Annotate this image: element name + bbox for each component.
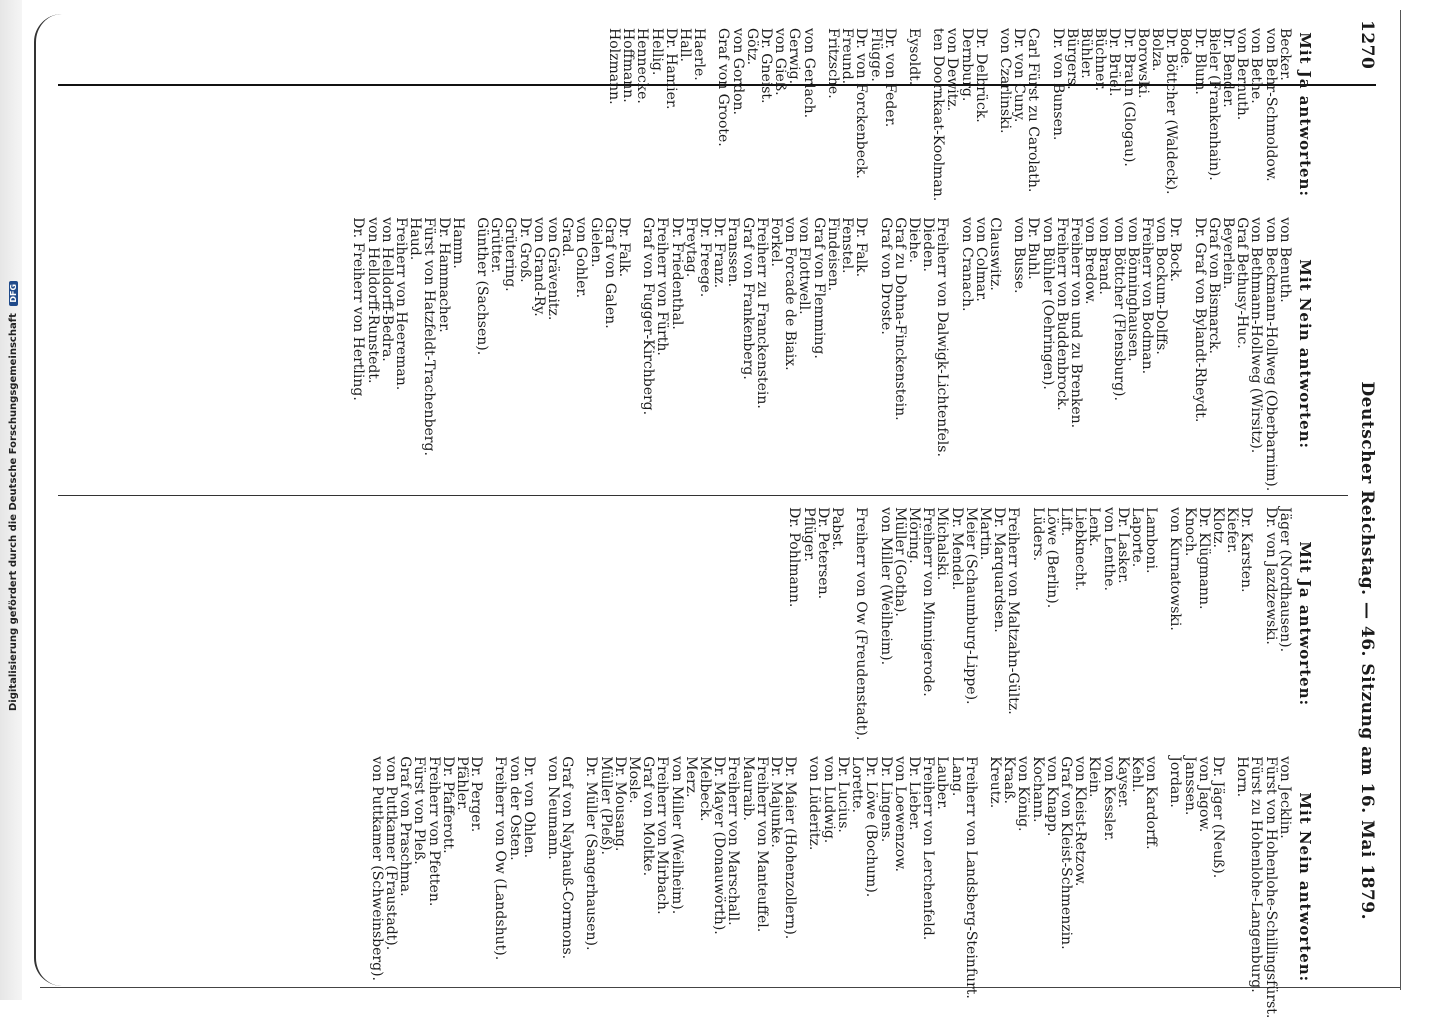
member-name: von Grand-Ry. xyxy=(530,217,547,317)
member-name: Graf Bethusy-Huc. xyxy=(1234,217,1251,349)
member-name: Dr. Mousang. xyxy=(611,756,628,852)
member-name: Clauswitz. xyxy=(986,217,1003,291)
page-number: 1270 xyxy=(1357,20,1377,70)
member-name: Freiherr von Marschall. xyxy=(725,756,742,926)
member-name: von Colmar. xyxy=(972,217,989,302)
member-name: von Neumann. xyxy=(545,756,562,860)
member-name: Dr. Friedenthal. xyxy=(668,217,685,330)
member-name: von Bühler (Oehringen). xyxy=(1039,217,1056,390)
member-name: Freiherr von Minnigerode. xyxy=(920,507,937,697)
member-name: Pfähler. xyxy=(454,756,471,811)
member-name: Michalski. xyxy=(934,507,951,581)
member-name: Freiherr von Pfetten. xyxy=(425,756,442,907)
member-name: Dr. Lingens. xyxy=(877,756,894,843)
member-name: Freund. xyxy=(839,28,856,85)
member-name: Freiherr von Heereman. xyxy=(393,217,410,391)
member-name: Graf von Praschma. xyxy=(397,756,414,897)
member-name: Freiherr von Dalwigk-Lichtenfels. xyxy=(934,217,951,457)
member-name: Franssen. xyxy=(725,217,742,288)
member-name: von Dewitz. xyxy=(944,28,961,112)
member-name: Bürgers. xyxy=(1063,28,1080,90)
member-name: Dr. Marquardsen. xyxy=(991,507,1008,633)
member-name: von Bredow. xyxy=(1082,217,1099,305)
group-gap xyxy=(1040,28,1050,201)
member-name: Dr. Lucius. xyxy=(834,756,851,833)
member-name: Freiherr von Mirbach. xyxy=(654,756,671,915)
member-name: Müller (Pleß). xyxy=(597,756,614,855)
member-name: Dr. Pfafferott. xyxy=(439,756,456,854)
member-name: Fürst von Hohenlohe-Schillingsfürst. xyxy=(1262,756,1279,1019)
member-name: Beyerlein. xyxy=(1219,217,1236,290)
member-name: Dr. Perger. xyxy=(468,756,485,833)
member-name: Knoch. xyxy=(1181,507,1198,557)
member-name: Klein. xyxy=(1086,756,1103,798)
group-gap xyxy=(949,217,959,491)
member-name: Graf von Flemming. xyxy=(810,217,827,359)
member-name: Götz. xyxy=(743,28,760,66)
name-list xyxy=(787,507,1292,740)
member-name: Löwe (Berlin). xyxy=(1043,507,1060,609)
member-name: Dr. Karsten. xyxy=(1238,507,1255,593)
member-name: Freiherr von Landsberg-Steinfurt. xyxy=(962,756,979,999)
member-name: Lenk. xyxy=(1086,507,1103,547)
member-name: Kayser. xyxy=(1114,756,1131,809)
member-name: von Flottwell. xyxy=(796,217,813,315)
member-name: Graf von Frankenberg. xyxy=(739,217,756,380)
member-name: Fenstel. xyxy=(839,217,856,274)
member-name: von Miller (Weilheim). xyxy=(668,756,685,915)
group-gap xyxy=(1020,507,1030,740)
member-name: Fürst zu Hohenlohe-Langenburg. xyxy=(1248,756,1265,993)
member-name: Freiherr von Lerchenfeld. xyxy=(920,756,937,941)
member-name: Kreutz. xyxy=(986,756,1003,809)
member-name: Bieler (Frankenhain). xyxy=(1205,28,1222,181)
member-name: Graf von Nayhauß-Cormons. xyxy=(559,756,576,960)
member-name: von Bönninghausen. xyxy=(1124,217,1141,362)
member-name: Dr. Falk. xyxy=(853,217,870,278)
column-heading: Mit Ja antworten: xyxy=(1296,32,1314,197)
name-list xyxy=(351,217,1292,491)
member-name: Dr. Klügmann. xyxy=(1195,507,1212,610)
name-list xyxy=(607,28,1292,201)
member-name: Dr. Pohlmann. xyxy=(786,507,803,608)
member-name: Mauraib. xyxy=(739,756,756,821)
member-name: Merz. xyxy=(682,756,699,798)
member-name: Carl Fürst zu Carolath. xyxy=(1025,28,1042,193)
member-name: Graf von Galen. xyxy=(601,217,618,329)
page-title: Deutscher Reichstag. — 46. Sitzung am 16. Mai 1879. xyxy=(1357,381,1377,920)
member-name: Grütter. xyxy=(488,217,505,274)
member-name: Dr. Müller (Sangerhausen). xyxy=(583,756,600,951)
member-name: von Gohler. xyxy=(573,217,590,299)
member-name: Liebknecht. xyxy=(1072,507,1089,591)
member-name: Kehl. xyxy=(1128,756,1145,793)
member-name: Janssen. xyxy=(1181,756,1198,816)
member-name: Dr. Graf von Bylandt-Rheydt. xyxy=(1191,217,1208,423)
member-name: Graf von Droste. xyxy=(877,217,894,335)
member-name: Dr. Hamier. xyxy=(662,28,679,110)
member-name: Laporte. xyxy=(1128,507,1145,568)
member-name: von Kardorff. xyxy=(1143,756,1160,850)
member-name: Dr. Groß. xyxy=(516,217,533,283)
member-name: von Ludwig. xyxy=(820,756,837,844)
member-name: von Puttkamer (Fraustadt). xyxy=(383,756,400,951)
member-name: Dr. Mendel. xyxy=(948,507,965,591)
page-edge-left xyxy=(34,14,62,986)
member-name: von Böttcher (Flensburg). xyxy=(1110,217,1127,401)
member-name: Becker. xyxy=(1276,28,1293,81)
member-name: Diehe. xyxy=(905,217,922,263)
group-gap xyxy=(868,507,878,740)
member-name: Dr. Blum. xyxy=(1191,28,1208,95)
member-name: von Helldorff-Runstedt. xyxy=(364,217,381,384)
member-name: Dr. von Cuny. xyxy=(1011,28,1028,123)
member-name: Lüders. xyxy=(1029,507,1046,562)
member-name: von Jagow. xyxy=(1195,756,1212,833)
member-name: Dr. Lieber. xyxy=(905,756,922,831)
member-name: Pabst. xyxy=(829,507,846,551)
member-name: Fürst von Pleß. xyxy=(411,756,428,865)
member-name: Dr. Lasker. xyxy=(1114,507,1131,584)
page-edge-right xyxy=(1400,10,1401,990)
member-name: Freiherr von Manteuffel. xyxy=(753,756,770,933)
member-name: Dr. Bender. xyxy=(1219,28,1236,108)
page-header xyxy=(1352,20,1382,920)
member-name: Gerwig. xyxy=(786,28,803,85)
member-name: von Loewenzow. xyxy=(891,756,908,872)
member-name: von Miller (Weilheim). xyxy=(877,507,894,666)
member-name: Dr. Braun (Glogau). xyxy=(1120,28,1137,167)
member-name: Lauber. xyxy=(934,756,951,810)
member-name: Haud. xyxy=(407,217,424,261)
member-name: von Czarlinski. xyxy=(996,28,1013,134)
member-name: Graf von Groote. xyxy=(715,28,732,147)
member-name: Freiherr zu Franckenstein. xyxy=(753,217,770,409)
member-name: Holzmann. xyxy=(606,28,623,105)
member-name: Lamboni. xyxy=(1143,507,1160,574)
member-name: von Gieß. xyxy=(772,28,789,96)
dfg-logo: DFG xyxy=(9,281,18,306)
member-name: Dr. Löwe (Bochum). xyxy=(863,756,880,898)
member-name: Graf von Fugger-Kirchberg. xyxy=(640,217,657,416)
member-name: Borowski. xyxy=(1134,28,1151,99)
member-name: von Kleist-Retzow. xyxy=(1072,756,1089,887)
member-name: von König. xyxy=(1015,756,1032,832)
member-name: von Kessler. xyxy=(1100,756,1117,842)
member-name: Kraaß. xyxy=(1001,756,1018,804)
credit-text: Digitalisierung gefördert durch die Deutsche Forschungsgemeinschaft xyxy=(8,313,19,712)
member-name: von Lenthe. xyxy=(1100,507,1117,591)
name-list xyxy=(370,756,1292,1018)
member-name: Kochann. xyxy=(1029,756,1046,823)
member-name: Dr. Gneist. xyxy=(758,28,775,104)
member-name: Müller (Gotha). xyxy=(891,507,908,617)
member-name: Fürst von Hatzfeldt-Trachenberg. xyxy=(421,217,438,456)
member-name: Bode. xyxy=(1177,28,1194,69)
member-name: von Behr-Schmoldow. xyxy=(1262,28,1279,182)
column-1 xyxy=(72,20,1312,209)
member-name: Haerle. xyxy=(691,28,708,81)
member-name: Hoffmann. xyxy=(620,28,637,103)
group-gap xyxy=(1253,507,1263,740)
member-name: Jordan. xyxy=(1167,756,1184,808)
member-name: von Benuth. xyxy=(1276,217,1293,303)
member-name: Dr. von Feder. xyxy=(881,28,898,128)
member-name: Dr. Brüel. xyxy=(1106,28,1123,97)
member-name: Graf zu Dohna-Finckenstein. xyxy=(891,217,908,421)
member-name: Dr. Majunke. xyxy=(768,756,785,848)
member-name: von Kurnatowski. xyxy=(1167,507,1184,631)
member-name: Hennecke. xyxy=(634,28,651,104)
member-name: von Cranach. xyxy=(958,217,975,312)
member-name: Lift. xyxy=(1057,507,1074,537)
member-name: Dr. von Jazdzewski. xyxy=(1262,507,1279,645)
group-gap xyxy=(868,217,878,491)
member-name: Graf von Moltke. xyxy=(640,756,657,877)
digitization-credit xyxy=(8,0,24,996)
member-name: von Forcade de Biaix. xyxy=(782,217,799,371)
member-name: Dr. Jäger (Neuß). xyxy=(1209,756,1226,879)
member-name: Eysoldt. xyxy=(905,28,922,86)
member-name: Freiherr von Maltzahn-Gültz. xyxy=(1005,507,1022,715)
member-name: von Brand. xyxy=(1096,217,1113,295)
member-name: Bolza. xyxy=(1148,28,1165,72)
member-name: von Gordon. xyxy=(729,28,746,115)
group-gap xyxy=(1182,217,1192,491)
member-name: Dr. Bock. xyxy=(1167,217,1184,282)
member-name: Dr. Böttcher (Waldeck). xyxy=(1163,28,1180,195)
member-name: Lang. xyxy=(948,756,965,797)
member-name: Graf von Kleist-Schmenzin. xyxy=(1057,756,1074,950)
member-name: Dr. Falk. xyxy=(616,217,633,278)
member-name: von Bockum-Dolffs. xyxy=(1153,217,1170,355)
member-name: Meier (Schaumburg-Lippe). xyxy=(962,507,979,705)
member-name: von Beckmann-Hollweg (Oberbarnim). xyxy=(1262,217,1279,492)
member-name: Graf von Bismarck. xyxy=(1205,217,1222,354)
member-name: Freiherr von Ow (Landshut). xyxy=(492,756,509,961)
member-name: von der Osten. xyxy=(506,756,523,861)
member-name: Freiherr von Buddenbrock. xyxy=(1053,217,1070,411)
vote-columns xyxy=(72,20,1314,1019)
member-name: Dr. Hammacher. xyxy=(435,217,452,333)
member-name: Grütering. xyxy=(502,217,519,292)
member-name: Dr. Franz. xyxy=(711,217,728,289)
member-name: Dr. Maier (Hohenzollern). xyxy=(782,756,799,940)
member-name: Lorette. xyxy=(849,756,866,813)
member-name: Freytag. xyxy=(682,217,699,278)
member-name: von Jecklin. xyxy=(1276,756,1293,839)
member-name: Bühler. xyxy=(1077,28,1094,79)
member-name: Dr. Mayer (Donauwörth). xyxy=(711,756,728,935)
member-name: Fritzsche. xyxy=(824,28,841,99)
member-name: Freiherr von Bodman. xyxy=(1138,217,1155,375)
member-name: Findeisen. xyxy=(824,217,841,292)
member-name: Günther (Sachsen). xyxy=(474,217,491,356)
member-name: von Knapp. xyxy=(1043,756,1060,837)
member-name: Horn. xyxy=(1234,756,1251,798)
member-name: Dr. Freiherr von Hertling. xyxy=(350,217,367,401)
member-name: Freiherr von und zu Brenken. xyxy=(1067,217,1084,429)
member-name: Möring. xyxy=(905,507,922,564)
member-name: Dieden. xyxy=(920,217,937,272)
member-name: Dr. von Forckenbeck. xyxy=(853,28,870,179)
member-name: Dr. von Ohlen. xyxy=(520,756,537,859)
member-name: Dr. Delbrück. xyxy=(972,28,989,123)
member-name: Grad. xyxy=(559,217,576,257)
member-name: von Helldorff-Bedra. xyxy=(378,217,395,362)
member-name: Forkel. xyxy=(768,217,785,267)
member-name: Hamm. xyxy=(449,217,466,269)
member-name: von Bethe. xyxy=(1248,28,1265,104)
member-name: Hall. xyxy=(677,28,694,62)
member-name: Dr. Freege. xyxy=(697,217,714,298)
member-name: Jäger (Nordhausen). xyxy=(1276,507,1293,653)
member-name: Martin. xyxy=(976,507,993,561)
member-name: von Lüderitz. xyxy=(806,756,823,851)
member-name: Dr. Petersen. xyxy=(814,507,831,600)
member-name: Pflüger. xyxy=(800,507,817,562)
column-4 xyxy=(72,748,1312,1026)
member-name: von Busse. xyxy=(1011,217,1028,294)
member-name: Flügge. xyxy=(867,28,884,82)
column-heading: Mit Nein antworten: xyxy=(1296,259,1314,450)
member-name: von Gerlach. xyxy=(800,28,817,119)
column-3 xyxy=(72,499,1312,748)
column-heading: Mit Ja antworten: xyxy=(1296,541,1314,707)
member-name: ten Doornkaat-Koolman. xyxy=(930,28,947,202)
column-heading: Mit Nein antworten: xyxy=(1296,792,1314,983)
member-name: Hellig. xyxy=(648,28,665,76)
member-name: von Grävenitz. xyxy=(545,217,562,321)
member-name: Dr. Buhl. xyxy=(1025,217,1042,280)
member-name: von Bernuth. xyxy=(1234,28,1251,121)
member-name: Büchner. xyxy=(1092,28,1109,92)
column-2 xyxy=(72,209,1312,499)
member-name: von Bethmann-Hollweg (Wirsitz). xyxy=(1248,217,1265,454)
member-name: Melbeck. xyxy=(697,756,714,822)
member-name: Freiherr von Ow (Freudenstadt). xyxy=(853,507,870,741)
member-name: Kiefer. xyxy=(1224,507,1241,554)
member-name: Freiherr von Fürth. xyxy=(654,217,671,356)
member-name: von Puttkamer (Schweinsberg). xyxy=(368,756,385,981)
member-name: Dernburg. xyxy=(958,28,975,102)
document-page xyxy=(82,20,1382,1019)
member-name: Mosle. xyxy=(626,756,643,804)
member-name: Dr. von Bunsen. xyxy=(1049,28,1066,141)
member-name: Klotz. xyxy=(1209,507,1226,548)
member-name: Gielen. xyxy=(587,217,604,268)
